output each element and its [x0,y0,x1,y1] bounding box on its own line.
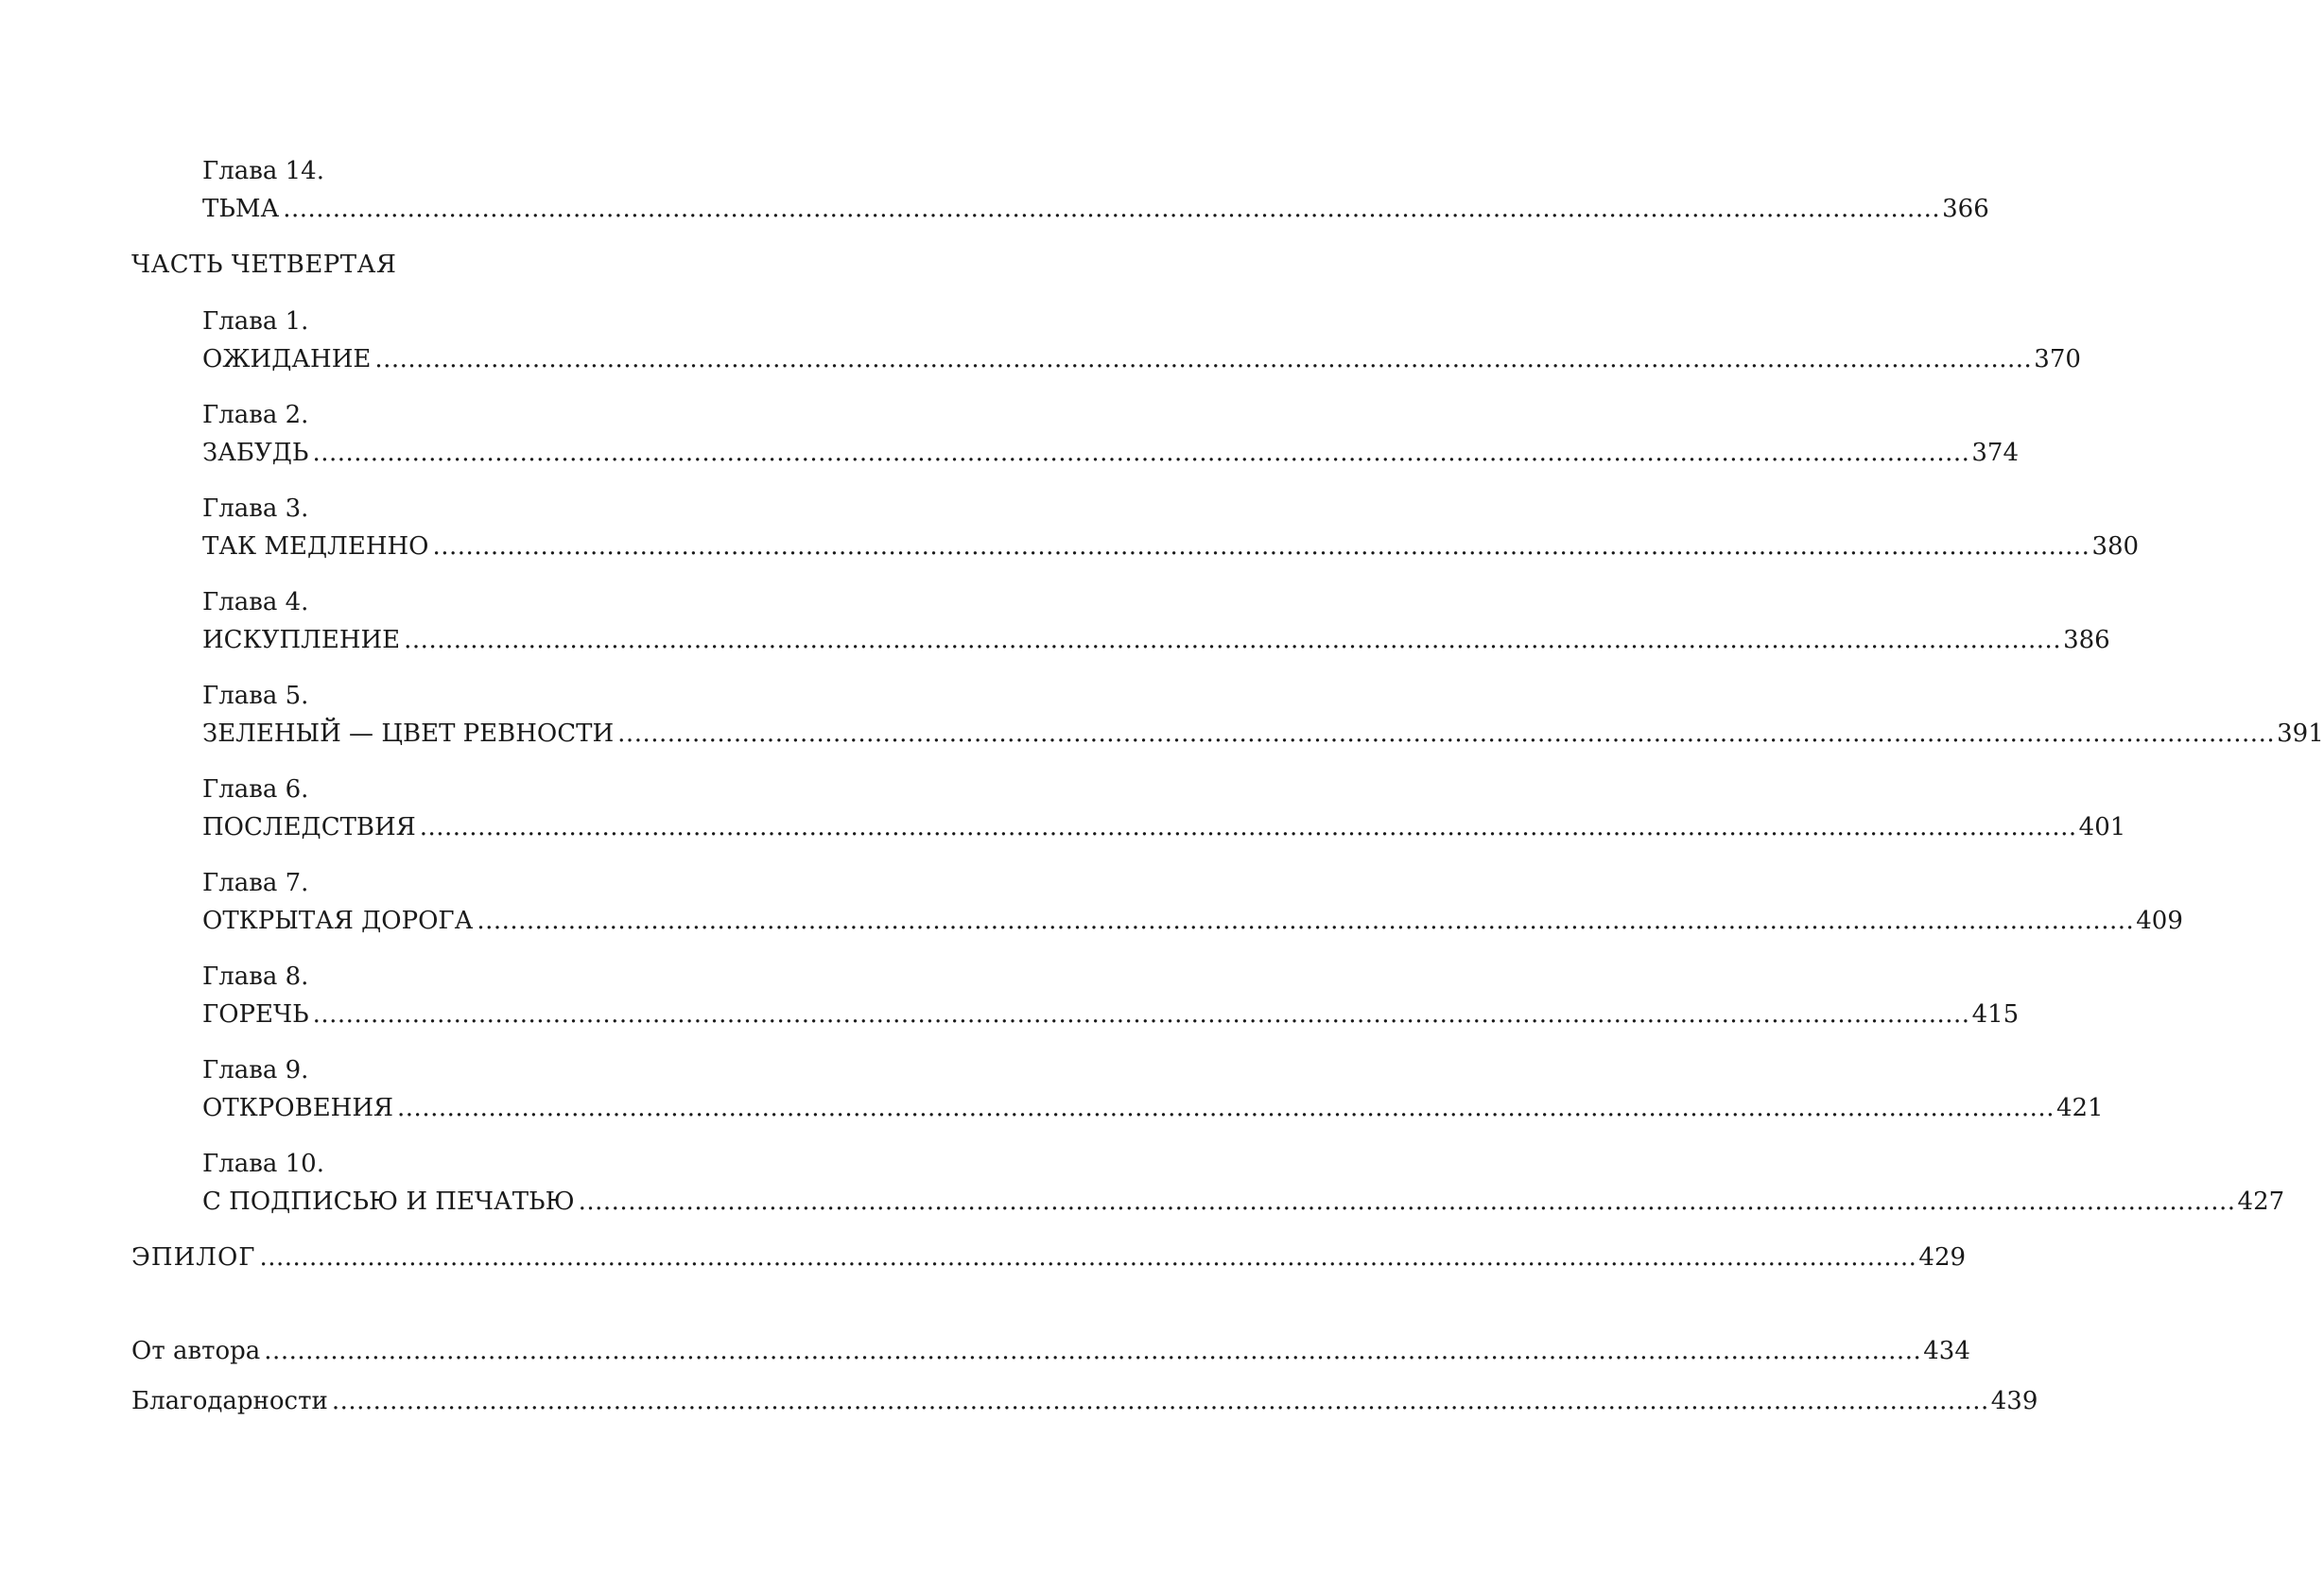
chapter-label: Глава 14. [202,157,324,185]
dot-leader: ........................................................................................................................................................................................................ [283,195,1941,223]
chapter-title: С ПОДПИСЬЮ И ПЕЧАТЬЮ [202,1188,575,1216]
dot-leader: ........................................................................................................................................................................................................ [419,813,2077,841]
chapter-label: Глава 10. [202,1150,324,1178]
chapter-title: ТЬМА [202,195,280,223]
toc-entry [202,623,2110,657]
toc-entry [202,192,1989,226]
toc-entry [202,529,2140,564]
chapter-title: ОТКРОВЕНИЯ [202,1094,394,1122]
back-matter-title: От автора [131,1337,261,1365]
toc-entry-epilogue [131,1240,1967,1275]
epilogue-title: ЭПИЛОГ [131,1243,256,1272]
page-number: 415 [1971,1000,2020,1029]
page-number: 409 [2136,907,2183,935]
toc-entry [202,810,2126,844]
chapter-title: ПОСЛЕДСТВИЯ [202,813,416,841]
page-number: 380 [2091,532,2140,561]
page-number: 391 [2277,720,2324,748]
dot-leader: ........................................................................................................................................................................................................ [259,1243,1917,1272]
page-number: 427 [2237,1188,2285,1216]
chapter-title: ОТКРЫТАЯ ДОРОГА [202,907,474,935]
toc-entry-back-matter [131,1384,2038,1418]
page-number: 439 [1990,1387,2038,1415]
chapter-label: Глава 3. [202,494,309,523]
page-number: 370 [2034,345,2081,373]
toc-entry [202,717,2324,751]
chapter-label: Глава 2. [202,401,309,429]
page-number: 366 [1942,195,1989,223]
dot-leader: ........................................................................................................................................................................................................ [312,1000,1970,1029]
dot-leader: ........................................................................................................................................................................................................ [617,720,2276,748]
toc-entry [202,904,2183,938]
page-number: 429 [1918,1243,1967,1272]
chapter-title: ЗЕЛЕНЫЙ — ЦВЕТ РЕВНОСТИ [202,720,615,748]
toc-entry [202,436,2020,470]
page-number: 434 [1923,1337,1970,1365]
chapter-title: ИСКУПЛЕНИЕ [202,626,401,654]
page-number: 386 [2063,626,2110,654]
dot-leader: ........................................................................................................................................................................................................ [374,345,2033,373]
chapter-label: Глава 7. [202,869,309,897]
dot-leader: ........................................................................................................................................................................................................ [404,626,2062,654]
toc-entry [202,342,2081,376]
page-number: 421 [2055,1094,2104,1122]
page-number: 374 [1971,439,2020,467]
toc-entry [202,997,2020,1032]
dot-leader: ........................................................................................................................................................................................................ [397,1094,2055,1122]
chapter-label: Глава 4. [202,588,309,616]
chapter-label: Глава 9. [202,1056,309,1084]
dot-leader: ........................................................................................................................................................................................................ [264,1337,1922,1365]
part-heading: ЧАСТЬ ЧЕТВЕРТАЯ [131,251,397,279]
back-matter-title: Благодарности [131,1387,328,1415]
chapter-title: ТАК МЕДЛЕННО [202,532,429,561]
chapter-label: Глава 8. [202,962,309,991]
toc-entry-back-matter [131,1334,1970,1368]
dot-leader: ........................................................................................................................................................................................................ [477,907,2135,935]
dot-leader: ........................................................................................................................................................................................................ [578,1188,2236,1216]
dot-leader: ........................................................................................................................................................................................................ [312,439,1970,467]
chapter-title: ГОРЕЧЬ [202,1000,309,1029]
toc-entry [202,1185,2285,1219]
chapter-label: Глава 6. [202,775,309,804]
chapter-title: ОЖИДАНИЕ [202,345,372,373]
toc-entry [202,1091,2104,1125]
chapter-label: Глава 1. [202,307,309,336]
chapter-title: ЗАБУДЬ [202,439,309,467]
dot-leader: ........................................................................................................................................................................................................ [331,1387,1989,1415]
dot-leader: ........................................................................................................................................................................................................ [432,532,2090,561]
chapter-label: Глава 5. [202,682,309,710]
page-number: 401 [2078,813,2126,841]
